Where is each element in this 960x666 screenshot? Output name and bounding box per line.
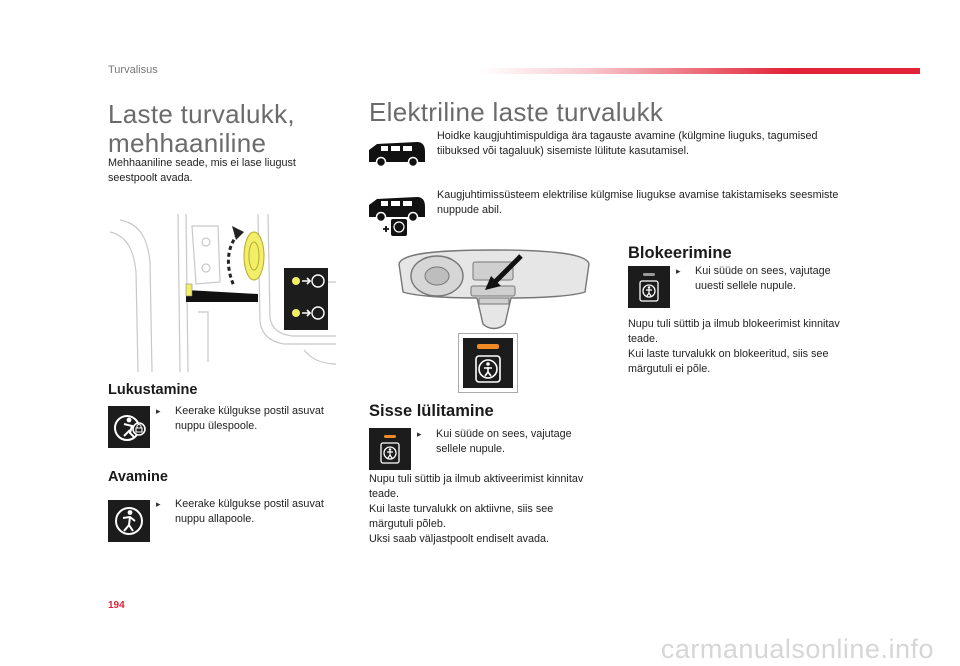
electric-side-text (437, 188, 877, 218)
bullet-marker-icon: ▸ (156, 499, 161, 509)
activation-note-line5: Uksi saab väljastpoolt endiselt avada. (369, 533, 550, 545)
van-icon (367, 138, 427, 168)
deactivation-note-line4: märgutuli ei põle. (628, 363, 711, 375)
section-label: Turvalisus (108, 64, 158, 76)
electric-rear-text-line2: tiibuksed või tagaluuk) sisemiste lülitute kasutamisel. (437, 145, 690, 157)
electric-side-text-line2: nuppude abil. (437, 204, 502, 216)
van-child-lock-icon (367, 193, 429, 237)
electric-rear-text (437, 129, 877, 159)
child-unlock-icon (108, 500, 150, 542)
locking-bullet-text (175, 404, 324, 434)
child-lock-button-icon (463, 338, 513, 388)
mechanical-title-line2: mehhaaniline (108, 128, 267, 158)
activation-bullet-line2: sellele nupule. (436, 443, 506, 455)
activation-note-line3: Kui laste turvalukk on aktiivne, siis see (369, 503, 554, 515)
activation-note-line1: Nupu tuli süttib ja ilmub aktiveerimist kinnitav (369, 473, 584, 485)
activation-note-line2: teade. (369, 488, 400, 500)
electric-title: Elektriline laste turvalukk (369, 97, 664, 127)
electric-side-text-line1: Kaugjuhtimissüsteem elektrilise külgmise liugukse avamise takistamiseks seesmiste (437, 189, 839, 201)
deactivation-bullet-text (695, 264, 831, 294)
opening-heading: Avamine (108, 469, 168, 485)
deactivation-note-line3: Kui laste turvalukk on blokeeritud, siis see (628, 348, 829, 360)
bullet-marker-icon: ▸ (676, 266, 681, 276)
header-red-bar (480, 68, 920, 74)
opening-bullet-line2: nuppu allapoole. (175, 513, 255, 525)
child-lock-button-on-icon (369, 428, 411, 470)
deactivation-bullet-line1: Kui süüde on sees, vajutage (695, 265, 831, 277)
lock-button-closeup (458, 333, 518, 393)
opening-bullet-line1: Keerake külgukse postil asuvat (175, 498, 324, 510)
opening-bullet (156, 497, 346, 529)
deactivation-bullet-line2: uuesti sellele nupule. (695, 280, 796, 292)
electric-rear-text-line1: Hoidke kaugjuhtimispuldiga ära tagauste avamine (külgmine liuguks, tagumised (437, 130, 818, 142)
locking-heading: Lukustamine (108, 382, 198, 398)
deactivation-note-line1: Nupu tuli süttib ja ilmub blokeerimist kinnitav (628, 318, 840, 330)
sliding-door-latch-illustration (108, 212, 336, 374)
deactivation-note (628, 317, 888, 377)
dashboard-illustration (393, 246, 595, 336)
activation-bullet (417, 427, 617, 459)
mechanical-title-line1: Laste turvalukk, (108, 99, 295, 129)
mechanical-title (108, 100, 295, 158)
opening-bullet-text (175, 497, 324, 527)
locking-bullet-line2: nuppu ülespoole. (175, 420, 258, 432)
bullet-marker-icon: ▸ (417, 429, 422, 439)
locking-bullet-line1: Keerake külgukse postil asuvat (175, 405, 324, 417)
child-lock-icon (108, 406, 150, 448)
activation-heading: Sisse lülitamine (369, 402, 494, 420)
deactivation-bullet (676, 264, 876, 296)
activation-note (369, 472, 619, 547)
mechanical-intro-line1: Mehhaaniline seade, mis ei lase liugust (108, 157, 296, 169)
activation-bullet-text (436, 427, 572, 457)
page-number: 194 (108, 600, 125, 611)
mechanical-intro (108, 156, 296, 186)
mechanical-intro-line2: seestpoolt avada. (108, 172, 193, 184)
activation-note-line4: märgutuli põleb. (369, 518, 446, 530)
child-lock-button-off-icon (628, 266, 670, 308)
locking-bullet (156, 404, 346, 436)
deactivation-note-line2: teade. (628, 333, 659, 345)
bullet-marker-icon: ▸ (156, 406, 161, 416)
watermark: carmanualsonline.info (660, 634, 934, 664)
activation-bullet-line1: Kui süüde on sees, vajutage (436, 428, 572, 440)
deactivation-heading: Blokeerimine (628, 244, 732, 262)
